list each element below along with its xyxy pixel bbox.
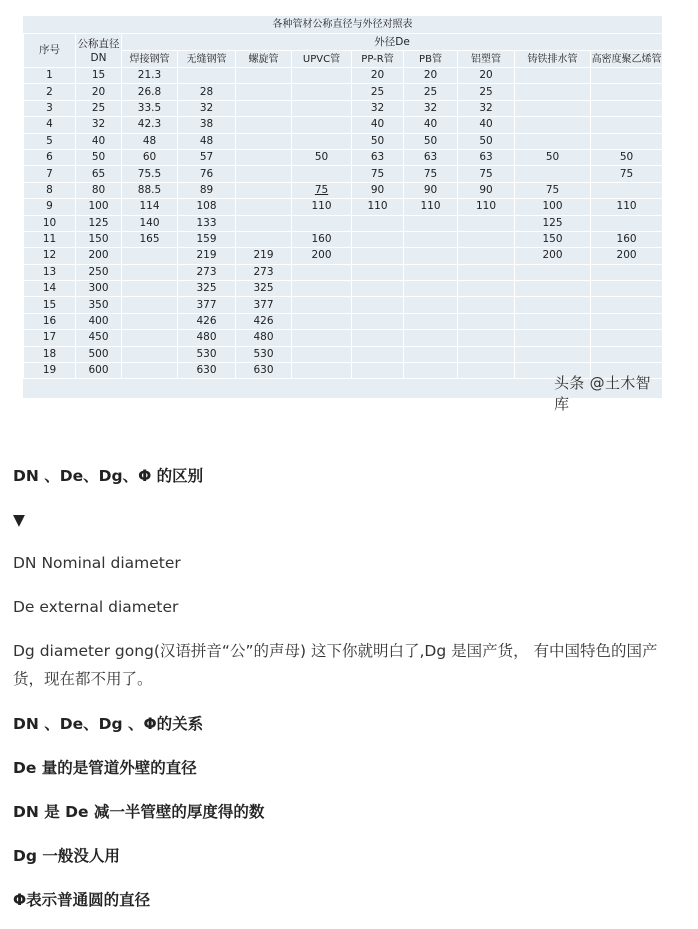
table-cell: 57 <box>178 149 236 165</box>
table-row <box>24 297 663 313</box>
column-header: 无缝钢管 <box>178 51 236 68</box>
table-cell <box>352 297 404 313</box>
table-cell: 32 <box>458 100 515 116</box>
table-cell: 13 <box>24 264 76 280</box>
column-header: PP-R管 <box>352 51 404 68</box>
table-row <box>24 199 663 215</box>
diameter-table <box>23 33 663 379</box>
table-cell: 8 <box>24 182 76 198</box>
table-cell <box>292 346 352 362</box>
table-cell <box>458 264 515 280</box>
table-cell: 80 <box>76 182 122 198</box>
table-cell: 48 <box>178 133 236 149</box>
table-cell <box>236 68 292 84</box>
table-cell <box>515 330 591 346</box>
table-row <box>24 166 663 182</box>
table-cell <box>515 166 591 182</box>
table-cell: 100 <box>76 199 122 215</box>
table-cell <box>404 264 458 280</box>
table-cell: 21.3 <box>122 68 178 84</box>
table-cell <box>591 346 663 362</box>
table-cell: 325 <box>236 281 292 297</box>
table-cell: 75 <box>515 182 591 198</box>
table-cell: 273 <box>178 264 236 280</box>
table-row <box>24 330 663 346</box>
table-row <box>24 84 663 100</box>
watermark: 头条 @土木智库 <box>554 374 651 413</box>
table-cell: 108 <box>178 199 236 215</box>
table-cell <box>122 330 178 346</box>
table-cell: 42.3 <box>122 117 178 133</box>
table-cell <box>236 215 292 231</box>
table-cell <box>458 330 515 346</box>
table-cell <box>352 264 404 280</box>
table-cell <box>122 264 178 280</box>
table-cell <box>122 281 178 297</box>
table-cell: 500 <box>76 346 122 362</box>
table-cell <box>515 264 591 280</box>
table-row <box>24 215 663 231</box>
pipe-diameter-table-image <box>23 16 662 413</box>
table-cell <box>404 215 458 231</box>
table-cell: 110 <box>458 199 515 215</box>
table-cell: 75 <box>352 166 404 182</box>
table-cell: 63 <box>404 149 458 165</box>
table-cell: 114 <box>122 199 178 215</box>
table-cell <box>236 149 292 165</box>
relation-heading: DN 、De、Dg 、Φ的关系 <box>13 715 204 733</box>
table-row <box>24 248 663 264</box>
table-cell: 75 <box>458 166 515 182</box>
table-cell <box>404 297 458 313</box>
table-cell <box>292 281 352 297</box>
table-row <box>24 100 663 116</box>
table-cell: 17 <box>24 330 76 346</box>
table-cell <box>458 215 515 231</box>
table-cell <box>122 363 178 379</box>
table-cell: 150 <box>76 231 122 247</box>
table-cell: 32 <box>404 100 458 116</box>
table-cell <box>178 68 236 84</box>
table-cell: 200 <box>515 248 591 264</box>
table-cell: 11 <box>24 231 76 247</box>
table-cell: 50 <box>352 133 404 149</box>
header-dn: 公称直径DN <box>76 34 122 68</box>
table-cell: 273 <box>236 264 292 280</box>
table-cell: 12 <box>24 248 76 264</box>
table-cell <box>458 297 515 313</box>
table-cell: 6 <box>24 149 76 165</box>
table-cell <box>236 133 292 149</box>
table-cell: 600 <box>76 363 122 379</box>
table-cell: 200 <box>591 248 663 264</box>
table-row <box>24 133 663 149</box>
table-cell <box>352 231 404 247</box>
table-cell <box>292 68 352 84</box>
point-de: De 量的是管道外壁的直径 <box>13 759 197 777</box>
table-cell <box>404 330 458 346</box>
table-cell <box>236 231 292 247</box>
table-cell: 25 <box>76 100 122 116</box>
table-cell: 110 <box>292 199 352 215</box>
table-cell: 33.5 <box>122 100 178 116</box>
table-cell: 32 <box>178 100 236 116</box>
line-dg: Dg diameter gong(汉语拼音“公”的声母) 这下你就明白了,Dg 是国产货， 有中国特色的国产货，现在都不用了。 <box>13 642 658 688</box>
table-cell: 15 <box>76 68 122 84</box>
table-cell: 530 <box>236 346 292 362</box>
table-cell <box>458 346 515 362</box>
column-header: 铝塑管 <box>458 51 515 68</box>
table-cell: 480 <box>236 330 292 346</box>
table-cell: 100 <box>515 199 591 215</box>
header-outer-diameter: 外径De <box>122 34 663 51</box>
table-cell: 25 <box>404 84 458 100</box>
table-row <box>24 281 663 297</box>
table-cell: 110 <box>352 199 404 215</box>
table-cell: 60 <box>122 149 178 165</box>
table-cell <box>458 281 515 297</box>
table-cell: 200 <box>292 248 352 264</box>
table-cell: 530 <box>178 346 236 362</box>
table-cell <box>236 182 292 198</box>
table-row <box>24 149 663 165</box>
table-cell: 7 <box>24 166 76 182</box>
table-cell <box>122 346 178 362</box>
table-cell <box>236 117 292 133</box>
table-row <box>24 313 663 329</box>
table-cell: 219 <box>178 248 236 264</box>
column-header: UPVC管 <box>292 51 352 68</box>
column-header: 焊接钢管 <box>122 51 178 68</box>
table-cell: 75.5 <box>122 166 178 182</box>
column-header: 高密度聚乙烯管 <box>591 51 663 68</box>
table-cell <box>122 248 178 264</box>
table-cell <box>352 363 404 379</box>
table-cell <box>591 264 663 280</box>
table-cell <box>591 117 663 133</box>
table-cell: 25 <box>458 84 515 100</box>
table-cell <box>236 199 292 215</box>
table-cell: 90 <box>458 182 515 198</box>
table-cell <box>236 84 292 100</box>
table-cell <box>352 330 404 346</box>
table-cell: 19 <box>24 363 76 379</box>
table-cell: 50 <box>292 149 352 165</box>
table-cell: 219 <box>236 248 292 264</box>
table-cell <box>591 215 663 231</box>
table-cell <box>404 346 458 362</box>
article-heading: DN 、De、Dg、Φ 的区别 <box>13 467 204 485</box>
table-cell: 4 <box>24 117 76 133</box>
table-cell <box>591 313 663 329</box>
table-cell <box>122 297 178 313</box>
table-cell: 14 <box>24 281 76 297</box>
table-cell <box>591 182 663 198</box>
table-cell: 40 <box>76 133 122 149</box>
table-cell: 110 <box>404 199 458 215</box>
table-cell: 377 <box>236 297 292 313</box>
table-cell <box>352 248 404 264</box>
table-cell <box>292 297 352 313</box>
table-cell: 10 <box>24 215 76 231</box>
table-cell: 65 <box>76 166 122 182</box>
table-cell <box>352 281 404 297</box>
table-cell: 480 <box>178 330 236 346</box>
table-cell: 75 <box>292 182 352 198</box>
table-cell <box>591 330 663 346</box>
table-cell: 50 <box>76 149 122 165</box>
table-cell <box>352 313 404 329</box>
line-de: De external diameter <box>13 598 179 616</box>
table-cell <box>292 117 352 133</box>
table-cell: 325 <box>178 281 236 297</box>
arrow-down-icon: ▼ <box>13 511 25 529</box>
table-cell <box>404 231 458 247</box>
table-cell: 159 <box>178 231 236 247</box>
table-cell: 1 <box>24 68 76 84</box>
column-header: PB管 <box>404 51 458 68</box>
table-row <box>24 231 663 247</box>
table-cell: 9 <box>24 199 76 215</box>
table-cell: 50 <box>458 133 515 149</box>
table-cell <box>591 68 663 84</box>
table-cell: 630 <box>236 363 292 379</box>
table-cell: 16 <box>24 313 76 329</box>
table-cell <box>352 346 404 362</box>
table-cell: 20 <box>352 68 404 84</box>
table-cell: 32 <box>76 117 122 133</box>
table-cell <box>292 215 352 231</box>
table-cell <box>292 133 352 149</box>
header-seq: 序号 <box>24 34 76 68</box>
table-cell <box>515 281 591 297</box>
table-cell <box>292 166 352 182</box>
table-cell: 40 <box>352 117 404 133</box>
table-cell: 40 <box>404 117 458 133</box>
table-cell: 160 <box>591 231 663 247</box>
table-cell: 48 <box>122 133 178 149</box>
table-row <box>24 117 663 133</box>
table-cell <box>404 363 458 379</box>
table-cell <box>292 363 352 379</box>
table-cell: 426 <box>178 313 236 329</box>
table-cell <box>515 133 591 149</box>
table-cell: 32 <box>352 100 404 116</box>
table-row <box>24 346 663 362</box>
table-cell <box>458 363 515 379</box>
table-title: 各种管材公称直径与外径对照表 <box>272 19 413 30</box>
table-cell <box>236 100 292 116</box>
table-cell: 89 <box>178 182 236 198</box>
table-cell: 20 <box>76 84 122 100</box>
point-phi: Φ表示普通圆的直径 <box>13 891 151 909</box>
table-cell: 50 <box>591 149 663 165</box>
table-cell: 125 <box>76 215 122 231</box>
table-cell <box>404 281 458 297</box>
table-cell: 110 <box>591 199 663 215</box>
table-cell <box>515 117 591 133</box>
table-cell <box>292 330 352 346</box>
line-dn: DN Nominal diameter <box>13 554 181 572</box>
table-cell: 50 <box>515 149 591 165</box>
table-cell <box>404 313 458 329</box>
table-cell <box>591 84 663 100</box>
table-cell: 63 <box>352 149 404 165</box>
table-cell: 377 <box>178 297 236 313</box>
column-header: 铸铁排水管 <box>515 51 591 68</box>
table-cell: 20 <box>458 68 515 84</box>
table-cell <box>591 100 663 116</box>
table-row <box>24 68 663 84</box>
table-cell: 76 <box>178 166 236 182</box>
table-cell <box>591 297 663 313</box>
table-cell <box>515 84 591 100</box>
point-dg: Dg 一般没人用 <box>13 847 120 865</box>
table-cell: 50 <box>404 133 458 149</box>
table-cell <box>352 215 404 231</box>
table-cell: 150 <box>515 231 591 247</box>
table-cell <box>458 248 515 264</box>
table-cell: 38 <box>178 117 236 133</box>
table-cell: 75 <box>591 166 663 182</box>
table-cell: 63 <box>458 149 515 165</box>
table-cell <box>515 313 591 329</box>
table-cell <box>404 248 458 264</box>
table-cell: 3 <box>24 100 76 116</box>
table-cell <box>292 100 352 116</box>
table-cell: 630 <box>178 363 236 379</box>
table-cell <box>292 264 352 280</box>
table-cell: 26.8 <box>122 84 178 100</box>
table-cell: 20 <box>404 68 458 84</box>
table-cell: 426 <box>236 313 292 329</box>
table-cell: 15 <box>24 297 76 313</box>
column-header: 螺旋管 <box>236 51 292 68</box>
table-cell <box>292 313 352 329</box>
table-cell: 200 <box>76 248 122 264</box>
table-cell <box>458 231 515 247</box>
table-cell <box>458 313 515 329</box>
table-cell: 450 <box>76 330 122 346</box>
table-cell <box>122 313 178 329</box>
table-cell: 25 <box>352 84 404 100</box>
table-cell: 140 <box>122 215 178 231</box>
table-cell: 90 <box>404 182 458 198</box>
table-cell <box>292 84 352 100</box>
table-cell <box>591 281 663 297</box>
table-cell: 133 <box>178 215 236 231</box>
table-cell: 90 <box>352 182 404 198</box>
table-cell: 2 <box>24 84 76 100</box>
table-cell: 18 <box>24 346 76 362</box>
table-cell <box>515 100 591 116</box>
table-cell <box>515 346 591 362</box>
table-cell: 28 <box>178 84 236 100</box>
table-cell: 160 <box>292 231 352 247</box>
table-cell <box>515 68 591 84</box>
table-cell: 250 <box>76 264 122 280</box>
point-dn: DN 是 De 减一半管壁的厚度得的数 <box>13 803 265 821</box>
table-row <box>24 182 663 198</box>
table-cell <box>236 166 292 182</box>
table-cell: 88.5 <box>122 182 178 198</box>
table-row <box>24 264 663 280</box>
table-cell: 5 <box>24 133 76 149</box>
table-cell <box>515 297 591 313</box>
table-cell: 125 <box>515 215 591 231</box>
table-cell: 165 <box>122 231 178 247</box>
table-cell: 350 <box>76 297 122 313</box>
table-cell: 300 <box>76 281 122 297</box>
table-cell: 75 <box>404 166 458 182</box>
table-cell: 400 <box>76 313 122 329</box>
table-cell <box>591 133 663 149</box>
table-cell: 40 <box>458 117 515 133</box>
